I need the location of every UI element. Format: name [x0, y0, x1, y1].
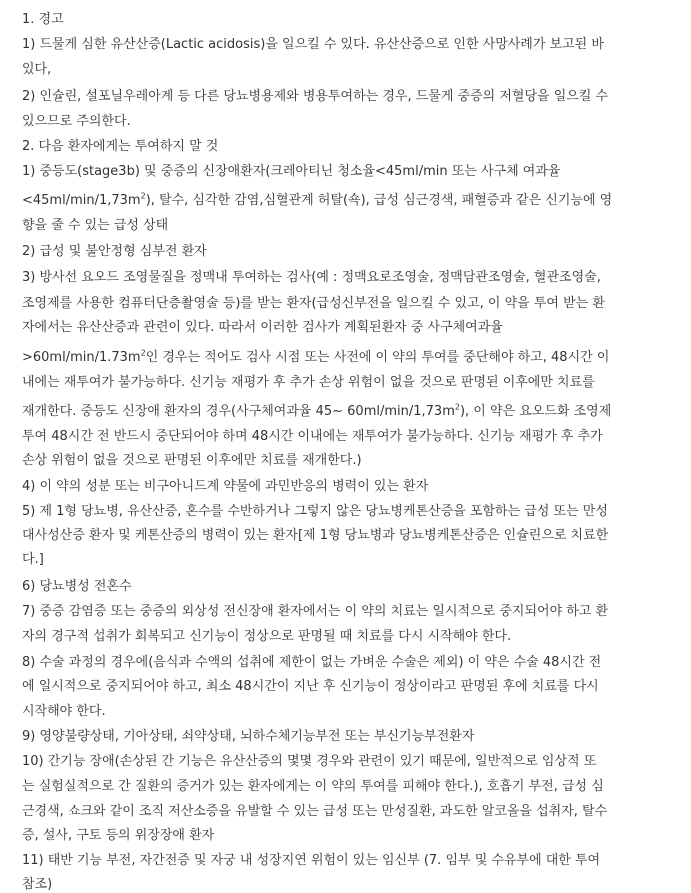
text-line: 3) 방사선 요오드 조영물질을 정맥내 투여하는 검사(예 : 정맥요로조영술, 정맥담관조영술, 혈관조영술, — [22, 270, 601, 285]
text-line: 투여 48시간 전 반드시 중단되어야 하며 48시간 이내에는 재투여가 불가능하다. 신기능 재평가 후 추가 — [22, 429, 603, 444]
text-line: 11) 태반 기능 부전, 자간전증 및 자궁 내 성장지연 위험이 있는 임신부 (7. 임부 및 수유부에 대한 투여 — [22, 853, 601, 868]
section-heading-warning: 1. 경고 — [22, 12, 64, 27]
text-line: $>60ml/\min/1.73m^2$인 경우는 적어도 검사 시점 또는 사전에 이 약의 투여를 중단해야 하고, 48시간 이 — [22, 348, 610, 365]
text-line: 재개한다. 중등도 신장애 환자의 경우(사구체여과율 45~ $60ml/\min/1,73m^2$), 이 약은 요오드화 조영제 — [22, 402, 612, 419]
text-line: 6) 당뇨병성 전혼수 — [22, 579, 132, 594]
text-line: 4) 이 약의 성분 또는 비구아니드계 약물에 과민반응의 병력이 있는 환자 — [22, 479, 429, 494]
text-line: 내에는 재투여가 불가능하다. 신기능 재평가 후 추가 손상 위험이 없을 것으로 판명된 이후에만 치료를 — [22, 375, 595, 390]
text-line: 에 일시적으로 중지되어야 하고, 최소 48시간이 지난 후 신기능이 정상이라고 판명된 후에 치료를 다시 — [22, 679, 599, 694]
text-line: 향을 줄 수 있는 급성 상태 — [22, 218, 169, 233]
text-line: 근경색, 쇼크와 같이 조직 저산소증을 유발할 수 있는 급성 또는 만성질환, 과도한 알코올을 섭취자, 탈수 — [22, 804, 608, 819]
text-line: 증, 설사, 구토 등의 위장장애 환자 — [22, 828, 215, 843]
text-line: 자에서는 유산산증과 관련이 있다. 따라서 이러한 검사가 계획된환자 중 사구체여과율 — [22, 320, 503, 335]
text-line: 시작해야 한다. — [22, 704, 106, 719]
text-line: 대사성산증 환자 및 케톤산증의 병력이 있는 환자[제 1형 당뇨병과 당뇨병케톤산증은 인슐린으로 치료한 — [22, 528, 609, 543]
text-line: 있다, — [22, 62, 52, 77]
text-line: 2) 급성 및 불안정형 심부전 환자 — [22, 244, 207, 259]
text-line: 8) 수술 과정의 경우에(음식과 수액의 섭취에 제한이 없는 가벼운 수술은 제외) 이 약은 수술 48시간 전 — [22, 655, 602, 670]
text-line: 1) 중등도(stage3b) 및 중증의 신장애환자(크레아티닌 청소율<45ml/min 또는 사구체 여과율 — [22, 164, 561, 179]
text-line: 는 실험실적으로 간 질환의 증거가 있는 환자에게는 이 약의 투여를 피해야 한다.), 호흡기 부전, 급성 심 — [22, 779, 604, 794]
text-line: 10) 간기능 장애(손상된 간 기능은 유산산증의 몇몇 경우와 관련이 있기 때문에, 일반적으로 임상적 또 — [22, 754, 597, 769]
text-line: $<45ml/\min/1,73m^2$), 탈수, 심각한 감염,심혈관계 허탈(쇽), 급성 심근경색, 패혈증과 같은 신기능에 영 — [22, 191, 613, 208]
section-heading-contraindications: 2. 다음 환자에게는 투여하지 말 것 — [22, 139, 219, 154]
text-line: 9) 영양불량상태, 기아상태, 쇠약상태, 뇌하수체기능부전 또는 부신기능부전환자 — [22, 729, 475, 744]
text-line: 손상 위험이 없을 것으로 판명된 이후에만 치료를 재개한다.) — [22, 453, 362, 468]
text-line: 자의 경구적 섭취가 회복되고 신기능이 정상으로 판명될 때 치료를 다시 시작해야 한다. — [22, 629, 512, 644]
text-line-partial: 참조) — [22, 877, 53, 892]
text-line: 있으므로 주의한다. — [22, 114, 131, 129]
text-line: 다.] — [22, 552, 44, 567]
text-line: 7) 중증 감염증 또는 중증의 외상성 전신장애 환자에서는 이 약의 치료는 일시적으로 중지되어야 하고 환 — [22, 604, 609, 619]
text-line: 1) 드물게 심한 유산산증(Lactic acidosis)을 일으킬 수 있다. 유산산증으로 인한 사망사례가 보고된 바 — [22, 37, 604, 52]
text-line: 2) 인슐린, 설포닐우레아계 등 다른 당뇨병용제와 병용투여하는 경우, 드물게 중증의 저혈당을 일으킬 수 — [22, 89, 609, 104]
text-line: 조영제를 사용한 컴퓨터단층촬영술 등)를 받는 환자(급성신부전을 일으킬 수 있고, 이 약을 투여 받는 환 — [22, 296, 605, 311]
text-line: 5) 제 1형 당뇨병, 유산산증, 혼수를 수반하거나 그렇지 않은 당뇨병케톤산증을 포함하는 급성 또는 만성 — [22, 504, 608, 519]
